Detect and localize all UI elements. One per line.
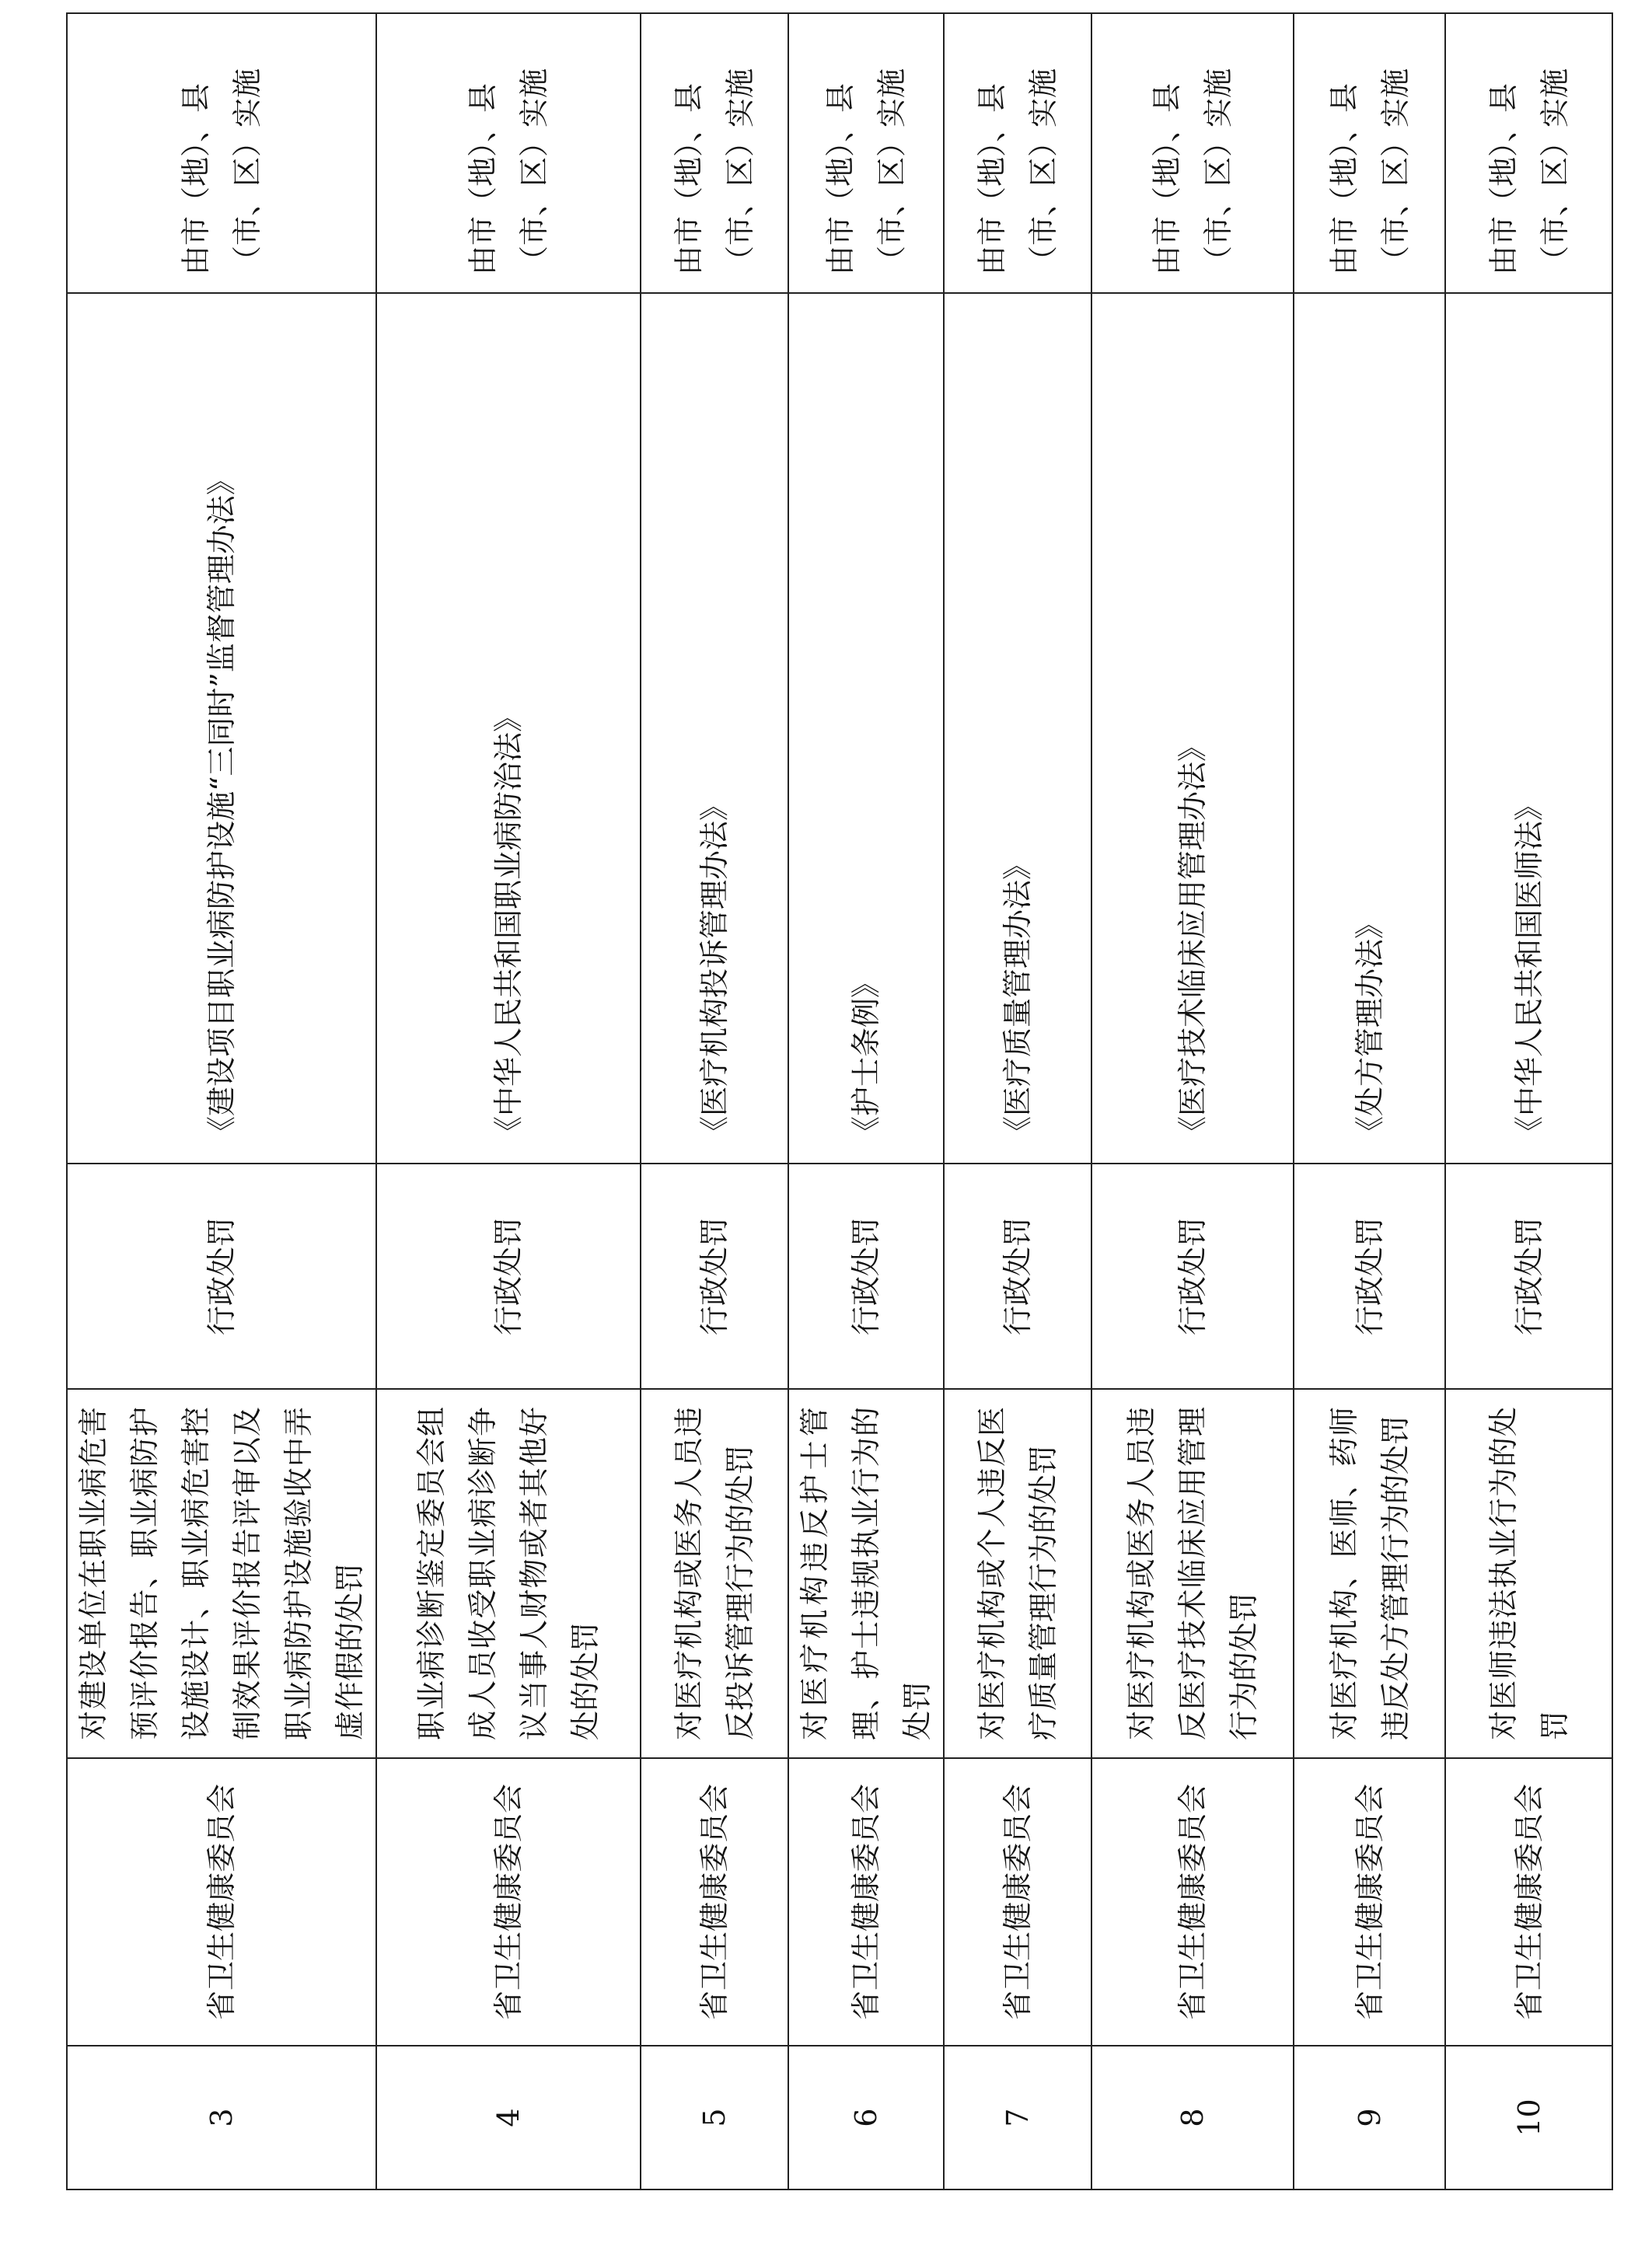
item-type-cell: 行政处罚 bbox=[1294, 1164, 1445, 1389]
legal-basis-cell: 《医疗技术临床应用管理办法》 bbox=[1091, 293, 1294, 1164]
department-cell: 省卫生健康委员会 bbox=[376, 1758, 641, 2046]
row-number: 8 bbox=[1091, 2046, 1294, 2189]
item-type-cell: 行政处罚 bbox=[1091, 1164, 1294, 1389]
legal-basis-cell: 《处方管理办法》 bbox=[1294, 293, 1445, 1164]
table-row bbox=[1445, 13, 1612, 2189]
department-cell: 省卫生健康委员会 bbox=[1294, 1758, 1445, 2046]
department-cell: 省卫生健康委员会 bbox=[641, 1758, 788, 2046]
department-cell: 省卫生健康委员会 bbox=[788, 1758, 944, 2046]
table-row bbox=[641, 13, 788, 2189]
item-type-cell: 行政处罚 bbox=[788, 1164, 944, 1389]
item-type-cell: 行政处罚 bbox=[944, 1164, 1091, 1389]
item-name-cell: 对医疗机构违反护士管理、护士违规执业行为的处罚 bbox=[788, 1389, 944, 1758]
legal-basis-cell: 《医疗质量管理办法》 bbox=[944, 293, 1091, 1164]
implementation-cell: 由市（地）、县（市、区）实施 bbox=[1091, 13, 1294, 293]
legal-basis-cell: 《医疗机构投诉管理办法》 bbox=[641, 293, 788, 1164]
legal-basis-cell: 《建设项目职业病防护设施“三同时”监督管理办法》 bbox=[67, 293, 376, 1164]
implementation-cell: 由市（地）、县（市、区）实施 bbox=[641, 13, 788, 293]
department-cell: 省卫生健康委员会 bbox=[944, 1758, 1091, 2046]
table-row bbox=[1091, 13, 1294, 2189]
item-name-cell: 对建设单位在职业病危害预评价报告、职业病防护设施设计、职业病危害控制效果评价报告评审以及职业病防护设施验收中弄虚作假的处罚 bbox=[67, 1389, 376, 1758]
rotated-page bbox=[66, 14, 1598, 2190]
item-type-cell: 行政处罚 bbox=[376, 1164, 641, 1389]
item-name-cell: 对医疗机构、医师、药师违反处方管理行为的处罚 bbox=[1294, 1389, 1445, 1758]
item-name-cell: 对医疗机构或个人违反医疗质量管理行为的处罚 bbox=[944, 1389, 1091, 1758]
item-type-cell: 行政处罚 bbox=[1445, 1164, 1612, 1389]
item-type-cell: 行政处罚 bbox=[641, 1164, 788, 1389]
department-cell: 省卫生健康委员会 bbox=[1091, 1758, 1294, 2046]
row-number: 4 bbox=[376, 2046, 641, 2189]
row-number: 6 bbox=[788, 2046, 944, 2189]
item-name-cell: 对医疗机构或医务人员违反投诉管理行为的处罚 bbox=[641, 1389, 788, 1758]
table-row bbox=[944, 13, 1091, 2189]
implementation-cell: 由市（地）、县（市、区）实施 bbox=[1445, 13, 1612, 293]
row-number: 5 bbox=[641, 2046, 788, 2189]
implementation-cell: 由市（地）、县（市、区）实施 bbox=[67, 13, 376, 293]
table-row bbox=[67, 13, 376, 2189]
item-name-cell: 对医疗机构或医务人员违反医疗技术临床应用管理行为的处罚 bbox=[1091, 1389, 1294, 1758]
legal-basis-cell: 《护士条例》 bbox=[788, 293, 944, 1164]
item-name-cell: 对医师违法执业行为的处罚 bbox=[1445, 1389, 1612, 1758]
legal-basis-cell: 《中华人民共和国职业病防治法》 bbox=[376, 293, 641, 1164]
implementation-cell: 由市（地）、县（市、区）实施 bbox=[788, 13, 944, 293]
table-row bbox=[376, 13, 641, 2189]
department-cell: 省卫生健康委员会 bbox=[1445, 1758, 1612, 2046]
legal-basis-cell: 《中华人民共和国医师法》 bbox=[1445, 293, 1612, 1164]
item-name-cell: 职业病诊断鉴定委员会组成人员收受职业病诊断争议当事人财物或者其他好处的处罚 bbox=[376, 1389, 641, 1758]
table-row bbox=[788, 13, 944, 2189]
item-type-cell: 行政处罚 bbox=[67, 1164, 376, 1389]
implementation-cell: 由市（地）、县（市、区）实施 bbox=[1294, 13, 1445, 293]
implementation-cell: 由市（地）、县（市、区）实施 bbox=[376, 13, 641, 293]
department-cell: 省卫生健康委员会 bbox=[67, 1758, 376, 2046]
implementation-cell: 由市（地）、县（市、区）实施 bbox=[944, 13, 1091, 293]
row-number: 9 bbox=[1294, 2046, 1445, 2189]
table-row bbox=[1294, 13, 1445, 2189]
row-number: 3 bbox=[67, 2046, 376, 2189]
row-number: 7 bbox=[944, 2046, 1091, 2189]
item-table bbox=[66, 12, 1613, 2190]
row-number: 10 bbox=[1445, 2046, 1612, 2189]
